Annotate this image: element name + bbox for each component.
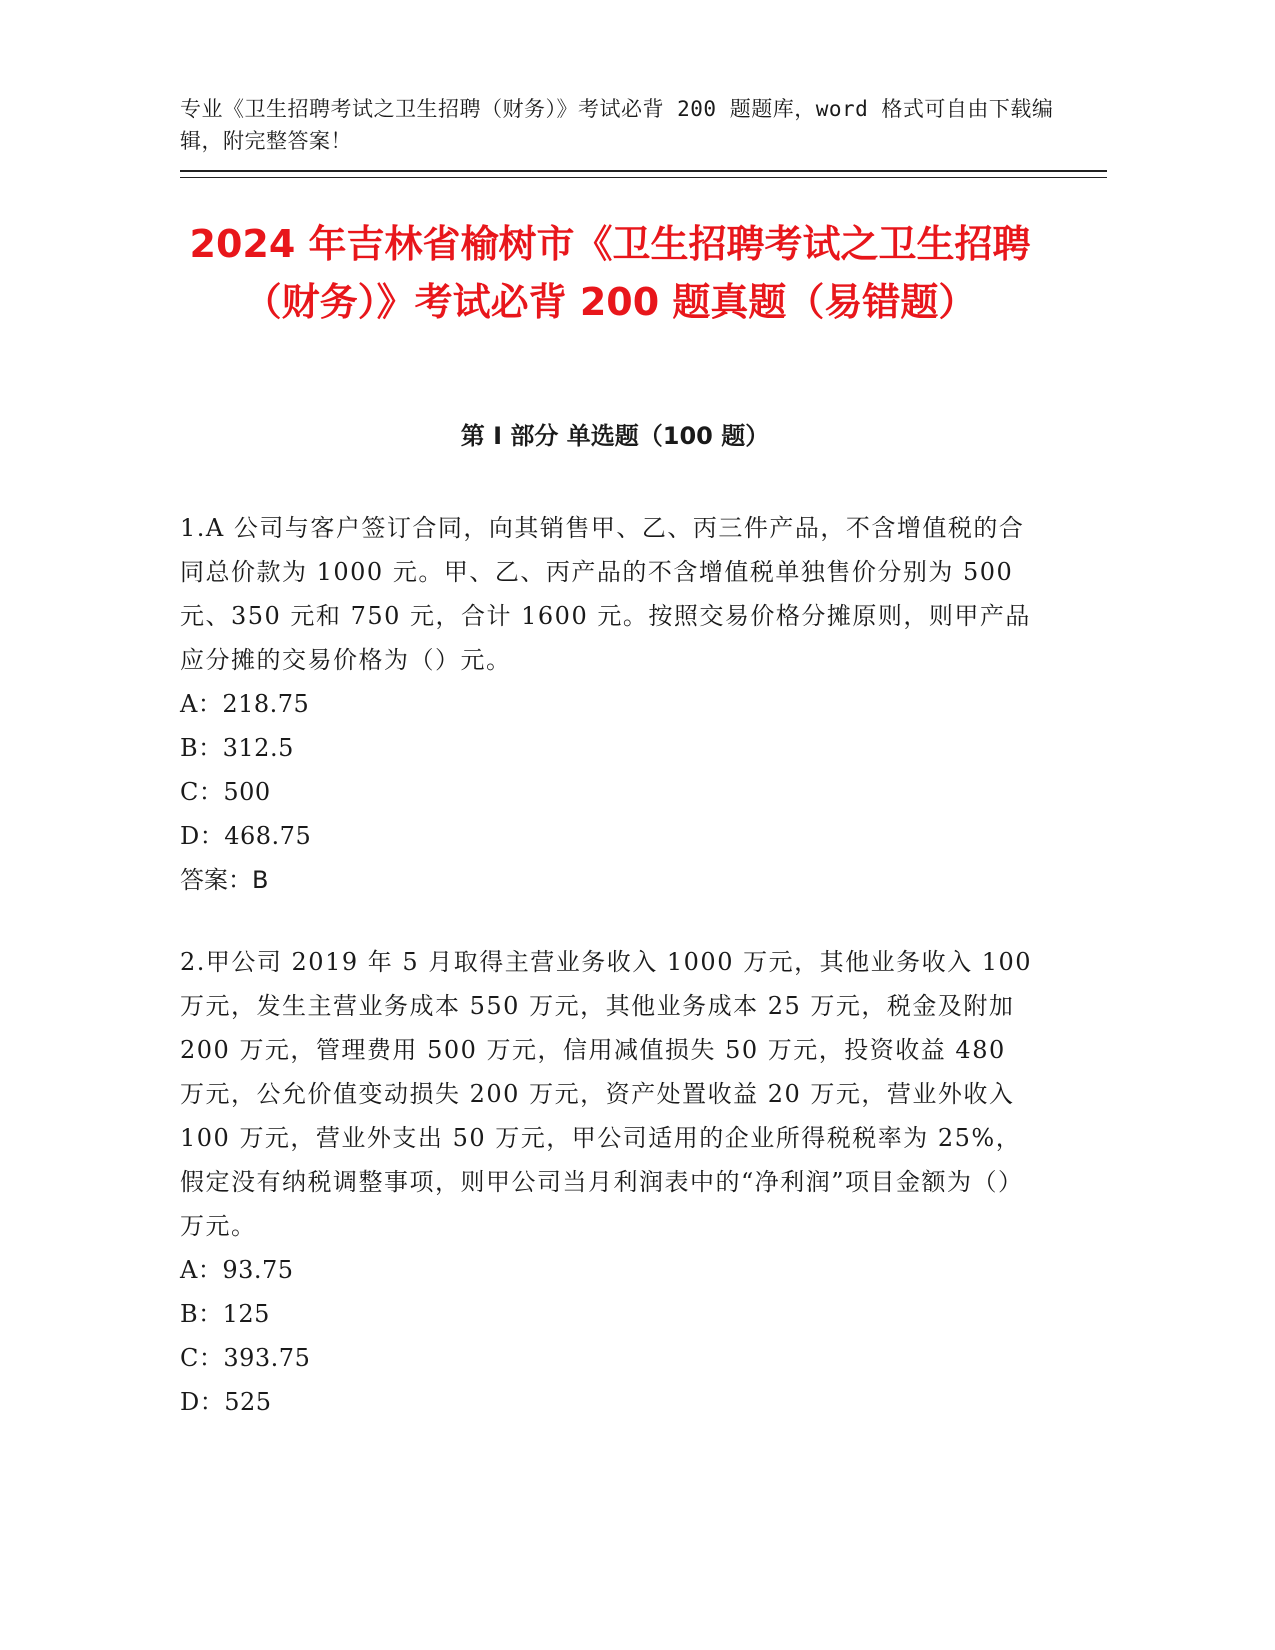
question-1 xyxy=(180,506,1040,902)
question-2 xyxy=(180,940,1040,1424)
intro-text: 专业《卫生招聘考试之卫生招聘（财务）》考试必背 200 题题库，word 格式可自由下载编辑，附完整答案！ xyxy=(180,97,1054,153)
option-d: D：468.75 xyxy=(180,822,312,850)
option-b: B：125 xyxy=(180,1300,270,1328)
answer-text: 答案：B xyxy=(180,866,269,894)
option-a: A：93.75 xyxy=(180,1256,294,1284)
question-text: 1.A 公司与客户签订合同，向其销售甲、乙、丙三件产品，不含增值税的合同总价款为 1000 元。甲、乙、丙产品的不含增值税单独售价分别为 500 元、350 元和 750 元，合计 1600 元。按照交易价格分摊原则，则甲产品应分摊的交易价格为（）元。 xyxy=(180,514,1031,674)
option-a: A：218.75 xyxy=(180,690,310,718)
section-title: 第 I 部分 单选题（100 题） xyxy=(460,422,770,450)
header-divider-thick xyxy=(180,170,1107,172)
document-title: 2024 年吉林省榆树市《卫生招聘考试之卫生招聘（财务）》考试必背 200 题真题（易错题） xyxy=(189,222,1031,324)
question-text: 2.甲公司 2019 年 5 月取得主营业务收入 1000 万元，其他业务收入 100 万元，发生主营业务成本 550 万元，其他业务成本 25 万元，税金及附加 200 万元，管理费用 500 万元，信用减值损失 50 万元，投资收益 480 万元，公允价值变动损失 200 万元，资产处置收益 20 万元，营业外收入 100 万元，营业外支出 50 万元，甲公司适用的企业所得税税率为 25%，假定没有纳税调整事项，则甲公司当月利润表中的“净利润”项目金额为（）万元。 xyxy=(180,948,1033,1240)
option-d: D：525 xyxy=(180,1388,272,1416)
option-c: C：393.75 xyxy=(180,1344,311,1372)
option-b: B：312.5 xyxy=(180,734,294,762)
header-divider-thin xyxy=(180,177,1107,178)
option-c: C：500 xyxy=(180,778,271,806)
